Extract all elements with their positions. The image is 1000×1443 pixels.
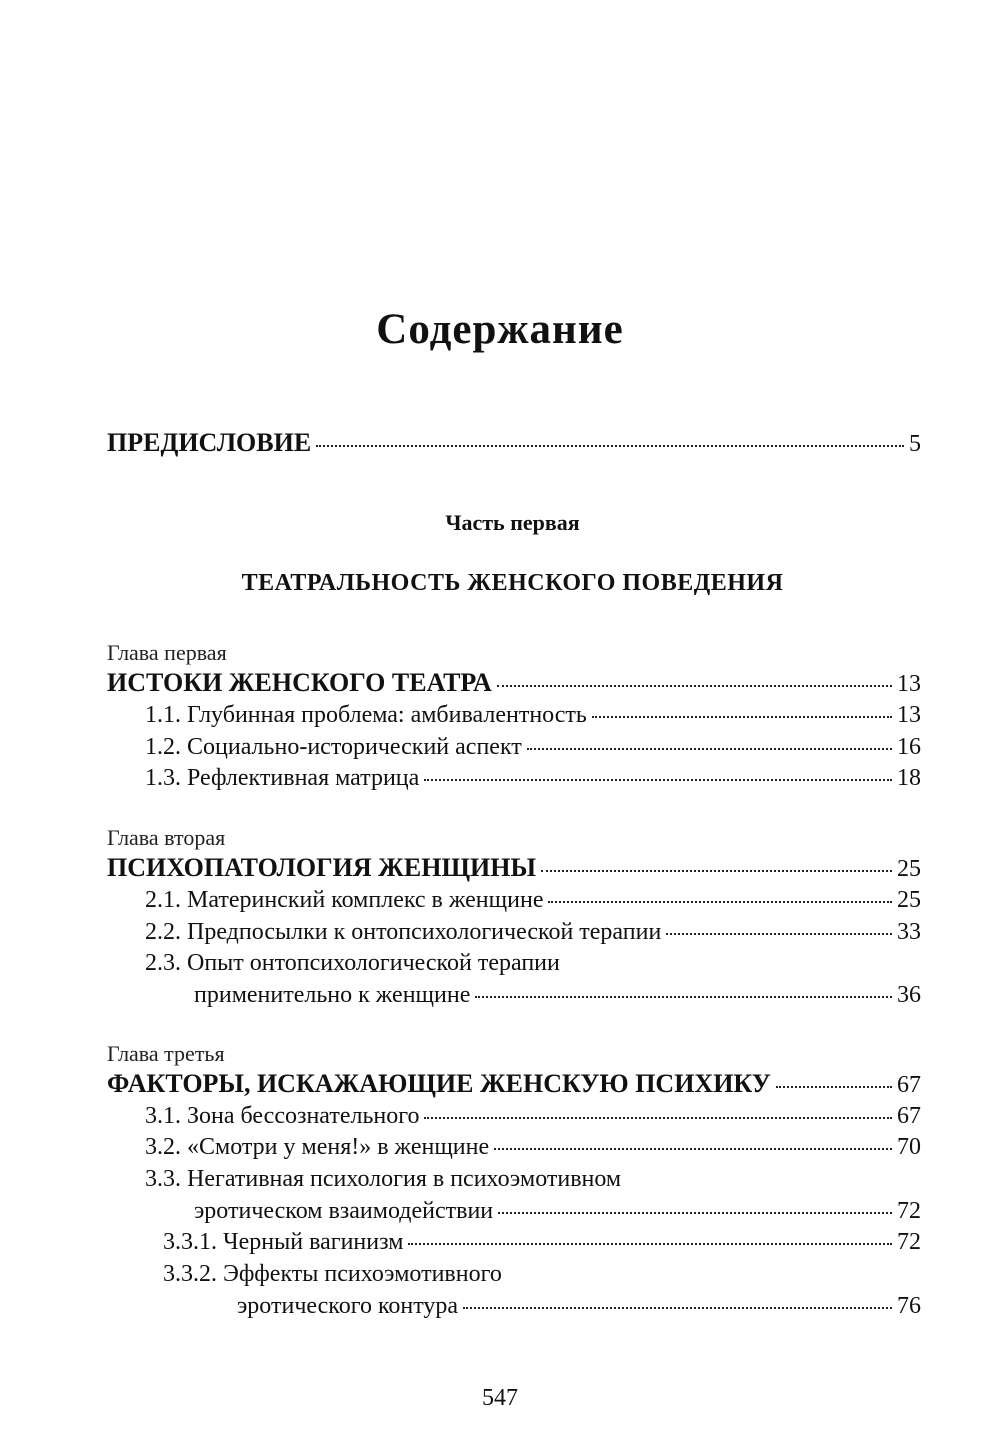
toc-entry-section[interactable] bbox=[145, 702, 921, 729]
toc-entry-page: 72 bbox=[897, 1229, 921, 1255]
toc-entry-label: 3.3.1. Черный вагинизм bbox=[163, 1229, 404, 1255]
dot-leader bbox=[666, 933, 892, 935]
toc-entry-preface[interactable] bbox=[107, 428, 921, 458]
toc-entry-page: 67 bbox=[897, 1072, 921, 1098]
toc-entry-page: 76 bbox=[897, 1293, 921, 1319]
toc-entry-label: 1.2. Социально-исторический аспект bbox=[145, 734, 522, 760]
toc-entry-label: 3.1. Зона бессознательного bbox=[145, 1103, 420, 1129]
dot-leader bbox=[475, 996, 892, 998]
toc-entry-page: 72 bbox=[897, 1198, 921, 1224]
toc-entry-section[interactable] bbox=[145, 1134, 921, 1161]
toc-entry-section[interactable] bbox=[194, 1198, 921, 1225]
dot-leader bbox=[408, 1243, 892, 1245]
toc-entry-page: 67 bbox=[897, 1103, 921, 1129]
dot-leader bbox=[527, 748, 892, 750]
dot-leader bbox=[316, 445, 904, 447]
chapter-number: Глава третья bbox=[107, 1041, 225, 1066]
toc-entry-chapter[interactable] bbox=[107, 668, 921, 698]
toc-entry-subsection[interactable] bbox=[237, 1293, 921, 1320]
toc-entry-page: 33 bbox=[897, 919, 921, 945]
part-title: ТЕАТРАЛЬНОСТЬ ЖЕНСКОГО ПОВЕДЕНИЯ bbox=[241, 570, 784, 596]
dot-leader bbox=[541, 870, 892, 872]
toc-entry-label: применительно к женщине bbox=[194, 982, 471, 1008]
toc-entry-chapter[interactable] bbox=[107, 1069, 921, 1099]
toc-entry-subsection-label[interactable]: 3.3.2. Эффекты психоэмотивного bbox=[163, 1261, 502, 1287]
dot-leader bbox=[424, 1117, 892, 1119]
toc-entry-label: 2.2. Предпосылки к онтопсихологической терапии bbox=[145, 919, 662, 945]
toc-entry-page: 70 bbox=[897, 1134, 921, 1160]
toc-entry-label: ПРЕДИСЛОВИЕ bbox=[107, 428, 312, 457]
toc-entry-page: 13 bbox=[897, 702, 921, 728]
page-title: Содержание bbox=[376, 306, 624, 353]
toc-entry-subsection[interactable] bbox=[163, 1229, 921, 1256]
dot-leader bbox=[592, 716, 892, 718]
toc-entry-section[interactable] bbox=[194, 982, 921, 1009]
toc-entry-label: ФАКТОРЫ, ИСКАЖАЮЩИЕ ЖЕНСКУЮ ПСИХИКУ bbox=[107, 1069, 771, 1098]
dot-leader bbox=[776, 1086, 892, 1088]
toc-entry-label: 1.1. Глубинная проблема: амбивалентность bbox=[145, 702, 587, 728]
dot-leader bbox=[494, 1148, 892, 1150]
toc-entry-section[interactable] bbox=[145, 887, 921, 914]
toc-entry-section[interactable] bbox=[145, 765, 921, 792]
toc-entry-page: 13 bbox=[897, 671, 921, 697]
toc-entry-page: 25 bbox=[897, 887, 921, 913]
part-number: Часть первая bbox=[445, 510, 580, 535]
chapter-number: Глава вторая bbox=[107, 825, 226, 850]
page-number: 547 bbox=[482, 1385, 518, 1411]
chapter-number: Глава первая bbox=[107, 640, 227, 665]
toc-entry-page: 36 bbox=[897, 982, 921, 1008]
toc-entry-label: эротического контура bbox=[237, 1293, 459, 1319]
toc-entry-label: ИСТОКИ ЖЕНСКОГО ТЕАТРА bbox=[107, 668, 492, 697]
toc-entry-label: 1.3. Рефлективная матрица bbox=[145, 765, 420, 791]
dot-leader bbox=[497, 685, 892, 687]
dot-leader bbox=[424, 779, 892, 781]
toc-entry-page: 25 bbox=[897, 856, 921, 882]
toc-entry-section-label[interactable]: 3.3. Негативная психология в психоэмотивном bbox=[145, 1166, 622, 1192]
toc-entry-page: 18 bbox=[897, 765, 921, 791]
dot-leader bbox=[463, 1307, 892, 1309]
toc-entry-label: 2.1. Материнский комплекс в женщине bbox=[145, 887, 544, 913]
dot-leader bbox=[548, 901, 892, 903]
toc-entry-chapter[interactable] bbox=[107, 853, 921, 883]
toc-entry-section-label[interactable]: 2.3. Опыт онтопсихологической терапии bbox=[145, 950, 560, 976]
dot-leader bbox=[498, 1212, 892, 1214]
toc-entry-section[interactable] bbox=[145, 1103, 921, 1130]
toc-entry-section[interactable] bbox=[145, 919, 921, 946]
toc-entry-section[interactable] bbox=[145, 734, 921, 761]
toc-entry-label: ПСИХОПАТОЛОГИЯ ЖЕНЩИНЫ bbox=[107, 853, 536, 882]
toc-entry-label: 3.2. «Смотри у меня!» в женщине bbox=[145, 1134, 490, 1160]
toc-entry-page: 5 bbox=[909, 431, 921, 457]
toc-entry-page: 16 bbox=[897, 734, 921, 760]
toc-entry-label: эротическом взаимодействии bbox=[194, 1198, 494, 1224]
